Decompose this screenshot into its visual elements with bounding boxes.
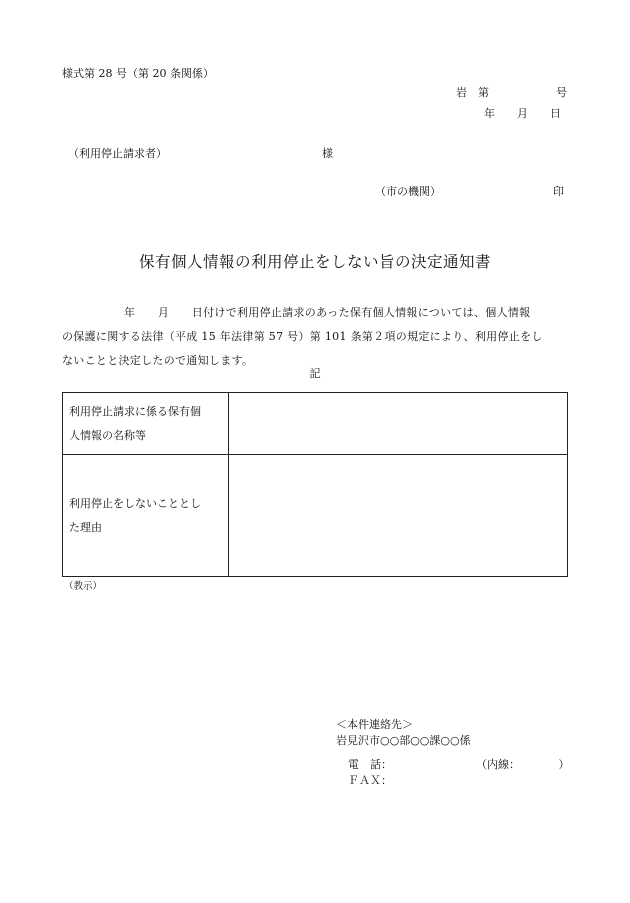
notice-body-line-2: の保護に関する法律（平成 15 年法律第 57 号）第 101 条第２項の規定により、利用停止をし	[62, 330, 543, 343]
notice-body	[62, 301, 570, 373]
doc-number-suffix: 号	[556, 86, 567, 99]
issue-date: 年 月 日	[484, 107, 561, 120]
row1-label-line-b: 人情報の名称等	[69, 428, 146, 442]
row1-label-line-a: 利用停止請求に係る保有個	[69, 404, 201, 418]
contact-department: 岩見沢市○○部○○課○○係	[336, 734, 471, 747]
row2-value-cell[interactable]	[229, 455, 568, 577]
row1-label-cell	[63, 393, 229, 455]
addressee-honorific: 様	[322, 147, 333, 160]
addressee-label: （利用停止請求者）	[68, 147, 167, 160]
contact-heading: ＜本件連絡先＞	[336, 718, 413, 731]
seal-mark: 印	[553, 185, 564, 198]
table-row	[63, 393, 568, 455]
phone-label: 電 話：	[348, 758, 392, 771]
row1-value-cell[interactable]	[229, 393, 568, 455]
kyoji-label: （教示）	[64, 581, 103, 592]
ki-heading: 記	[309, 367, 321, 380]
extension-label: （内線： ）	[476, 758, 570, 771]
fax-label: ＦＡＸ：	[348, 774, 392, 787]
notice-body-line-1: 年 月 日付けで利用停止請求のあった保有個人情報については、個人情報	[124, 306, 531, 319]
row2-label-line-a: 利用停止をしないこととし	[69, 496, 201, 510]
row2-label-cell	[63, 455, 229, 577]
contact-phone-row	[336, 757, 570, 773]
notice-body-line-3: ないことと決定したので通知します。	[62, 354, 254, 367]
row2-label-line-b: た理由	[69, 520, 102, 534]
form-number: 様式第 28 号（第 20 条関係）	[62, 67, 214, 80]
table-row	[63, 455, 568, 577]
info-table	[62, 392, 568, 577]
issuer-label: （市の機関）	[375, 185, 441, 198]
doc-number-prefix: 岩 第	[456, 86, 489, 99]
contact-block	[336, 717, 570, 789]
document-title: 保有個人情報の利用停止をしない旨の決定通知書	[138, 253, 491, 271]
